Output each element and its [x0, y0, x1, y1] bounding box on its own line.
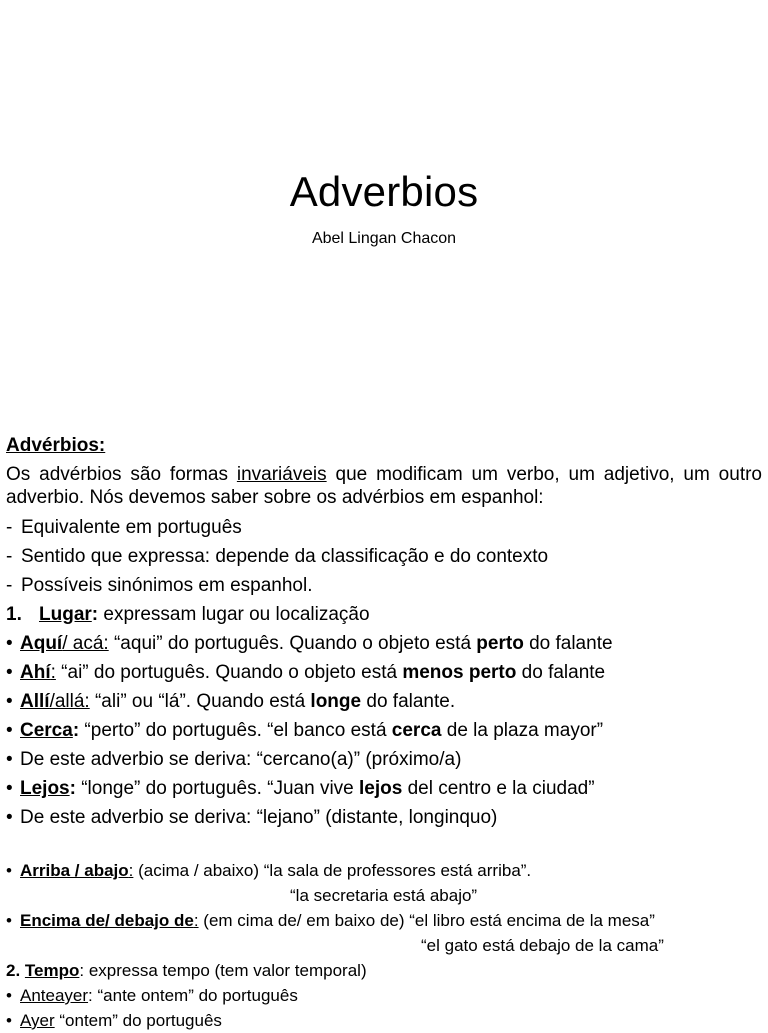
spacer: [6, 832, 762, 858]
bullet-icon: •: [6, 1011, 12, 1030]
bullet-icon: •: [6, 911, 12, 930]
list-item: • Ahí: “ai” do português. Quando o objeto está menos perto do falante: [6, 658, 762, 687]
list-item: • Aquí/ acá: “aqui” do português. Quando o objeto está perto do falante: [6, 629, 762, 658]
list-item: • Allí/allá: “ali” ou “lá”. Quando está longe do falante.: [6, 687, 762, 716]
section-term: Lugar: [39, 604, 92, 625]
bullet-icon: •: [6, 807, 13, 828]
dash-marker: -: [6, 546, 13, 567]
bullet-icon: •: [6, 633, 13, 654]
author-name: Abel Lingan Chacon: [311, 230, 457, 247]
list-item: • Arriba / abajo: (acima / abaixo) “la sala de professores está arriba”.: [6, 858, 762, 883]
bullet-icon: •: [6, 662, 13, 683]
section-1-heading: 1. Lugar: expressam lugar ou localização: [6, 600, 762, 629]
bullet-icon: •: [6, 720, 13, 741]
slide-divider: [0, 414, 768, 415]
list-item: • Lejos: “longe” do português. “Juan vive lejos del centro e la ciudad”: [6, 774, 762, 803]
bullet-icon: •: [6, 986, 12, 1005]
section-heading: Advérbios:: [6, 435, 106, 456]
list-item: • Encima de/ debajo de: (em cima de/ em baixo de) “el libro está encima de la mesa”: [6, 908, 762, 933]
list-item: • Anteayer: “ante ontem” do português: [6, 983, 762, 1008]
bullet-icon: •: [6, 691, 13, 712]
bullet-icon: •: [6, 861, 12, 880]
dash-item: - Sentido que expressa: depende da classificação e do contexto: [6, 542, 762, 571]
section-number: 1.: [6, 604, 22, 625]
list-item-continuation: “el gato está debajo de la cama”: [421, 936, 664, 955]
section-number: 2.: [6, 961, 21, 980]
intro-underlined-term: invariáveis: [236, 464, 327, 485]
list-item: • Cerca: “perto” do português. “el banco está cerca de la plaza mayor”: [6, 716, 762, 745]
page-title: Adverbios: [289, 168, 479, 215]
bullet-icon: •: [6, 749, 13, 770]
intro-text-start: Os advérbios são formas: [6, 464, 237, 485]
slide-content: [6, 432, 762, 1033]
intro-paragraph: [6, 463, 762, 509]
list-item: • Ayer “ontem” do português: [6, 1008, 762, 1033]
list-item: • De este adverbio se deriva: “lejano” (distante, longinquo): [6, 803, 762, 832]
dash-item: - Equivalente em português: [6, 513, 762, 542]
bullet-icon: •: [6, 778, 13, 799]
list-item-continuation: “la secretaria está abajo”: [290, 886, 478, 905]
dash-marker: -: [6, 575, 13, 596]
dash-marker: -: [6, 517, 13, 538]
dash-item: - Possíveis sinónimos em espanhol.: [6, 571, 762, 600]
intro-text-end: que modificam um verbo, um adjetivo, um outro adverbio. Nós devemos saber sobre os advérbios em espanhol:: [6, 464, 762, 508]
section-term: Tempo: [24, 961, 80, 980]
list-item: • De este adverbio se deriva: “cercano(a)” (próximo/a): [6, 745, 762, 774]
section-2-heading: 2. Tempo: expressa tempo (tem valor temporal): [6, 961, 367, 980]
